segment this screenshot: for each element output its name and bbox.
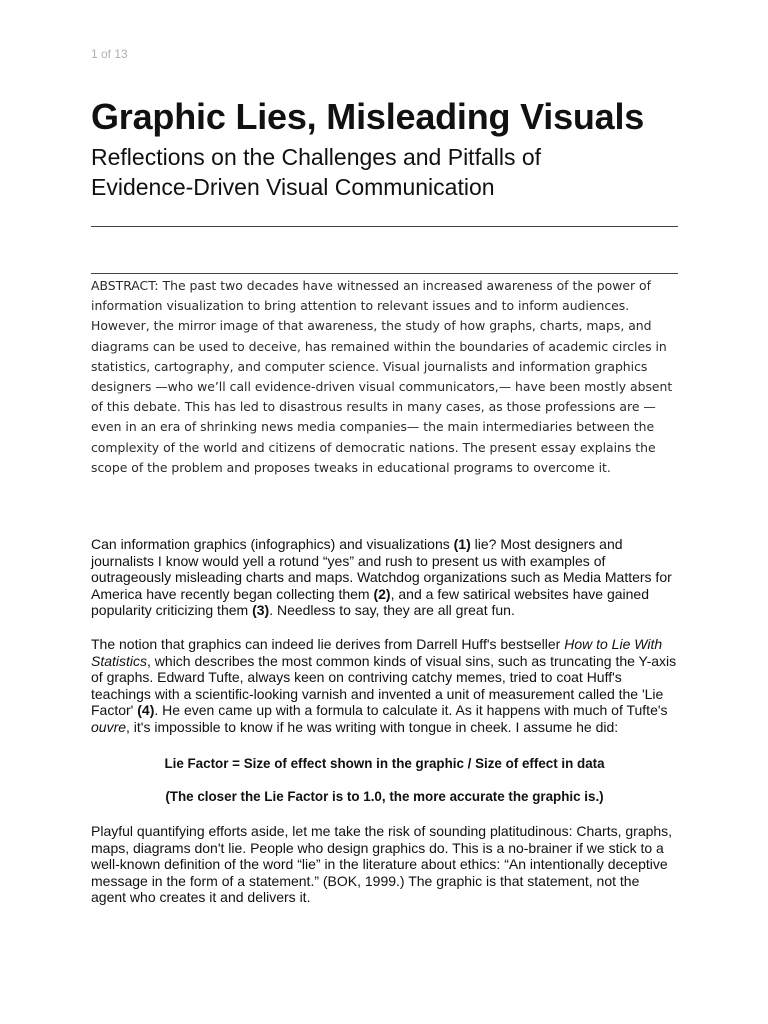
p1-text-d: . Needless to say, they are all great fun. — [269, 602, 515, 619]
p2-text-a: The notion that graphics can indeed lie derives from Darrell Huff's bestseller — [91, 636, 565, 652]
footnote-ref-4: (4) — [137, 702, 155, 719]
abstract-text: ABSTRACT: The past two decades have witnessed an increased awareness of the power of information visualization to bring attention to relevant issues and to inform audiences. However, the mirror image of that awareness, the study of how graphs, charts, maps, and diagrams can be used to deceive, has remained within the boundaries of academic circles in statistics, cartography, and computer science. Visual journalists and information graphics designers —who we’ll call evidence-driven visual communicators,— have been mostly absent of this debate. This has led to disastrous results in many cases, as those professions are —even in an era of shrinking news media companies— the main intermediaries between the complexity of the world and citizens of democratic nations. The present essay explains the scope of the problem and proposes tweaks in educational programs to overcome it. — [91, 278, 673, 475]
footnote-ref-2: (2) — [373, 585, 391, 602]
paragraph-3: Playful quantifying efforts aside, let me take the risk of sounding platitudinous: Charts, graphs, maps, diagrams don't lie. People who design graphics do. This is a no-brainer if we stick to a well-known definition of the word “lie” in the literature about ethics: “An intentionally deceptive message in the form of a statement.” (BOK, 1999.) The graphic is that statement, not the agent who creates it and delivers it. — [91, 823, 673, 906]
lie-factor-formula: Lie Factor = Size of effect shown in the graphic / Size of effect in data — [164, 756, 605, 771]
subtitle-line-2: Evidence-Driven Visual Communication — [91, 174, 495, 200]
footnote-ref-3: (3) — [252, 602, 270, 619]
lie-factor-note: (The closer the Lie Factor is to 1.0, the more accurate the graphic is.) — [165, 789, 604, 804]
p2-text-b: , which describes the most common kinds of visual sins, such as truncating the Y-axis of graphs. Edward Tufte, always keen on contriving catchy memes, tried to coat Huff's teachings with a scientific-looking varnish and invented a unit of measurement called the 'Lie Factor' — [91, 652, 677, 719]
p1-text-a: Can information graphics (infographics) and visualizations — [91, 536, 454, 552]
p2-text-c: . He even came up with a formula to calculate it. As it happens with much of Tufte's — [154, 702, 668, 719]
document-subtitle — [91, 142, 541, 202]
paragraph-2 — [91, 636, 678, 736]
book-title: How to Lie With Statistics — [91, 636, 663, 669]
p1-text-b: lie? Most designers and journalists I know would yell a rotund “yes” and rush to present us with examples of outrageously misleading charts and maps. Watchdog organizations such as Media Matters for America have recently began collecting them — [91, 536, 672, 602]
divider-top — [91, 226, 678, 227]
p1-text-c: , and a few satirical websites have gained popularity criticizing them — [91, 585, 649, 619]
p2-text-d: , it's impossible to know if he was writing with tongue in cheek. I assume he did: — [126, 718, 619, 735]
divider-abstract — [91, 273, 678, 274]
paragraph-1 — [91, 536, 678, 619]
subtitle-line-1: Reflections on the Challenges and Pitfalls of — [91, 144, 542, 170]
footnote-ref-1: (1) — [453, 536, 471, 552]
page-counter: 1 of 13 — [91, 47, 128, 61]
ouvre-word: ouvre — [91, 718, 127, 735]
document-title: Graphic Lies, Misleading Visuals — [91, 96, 645, 137]
